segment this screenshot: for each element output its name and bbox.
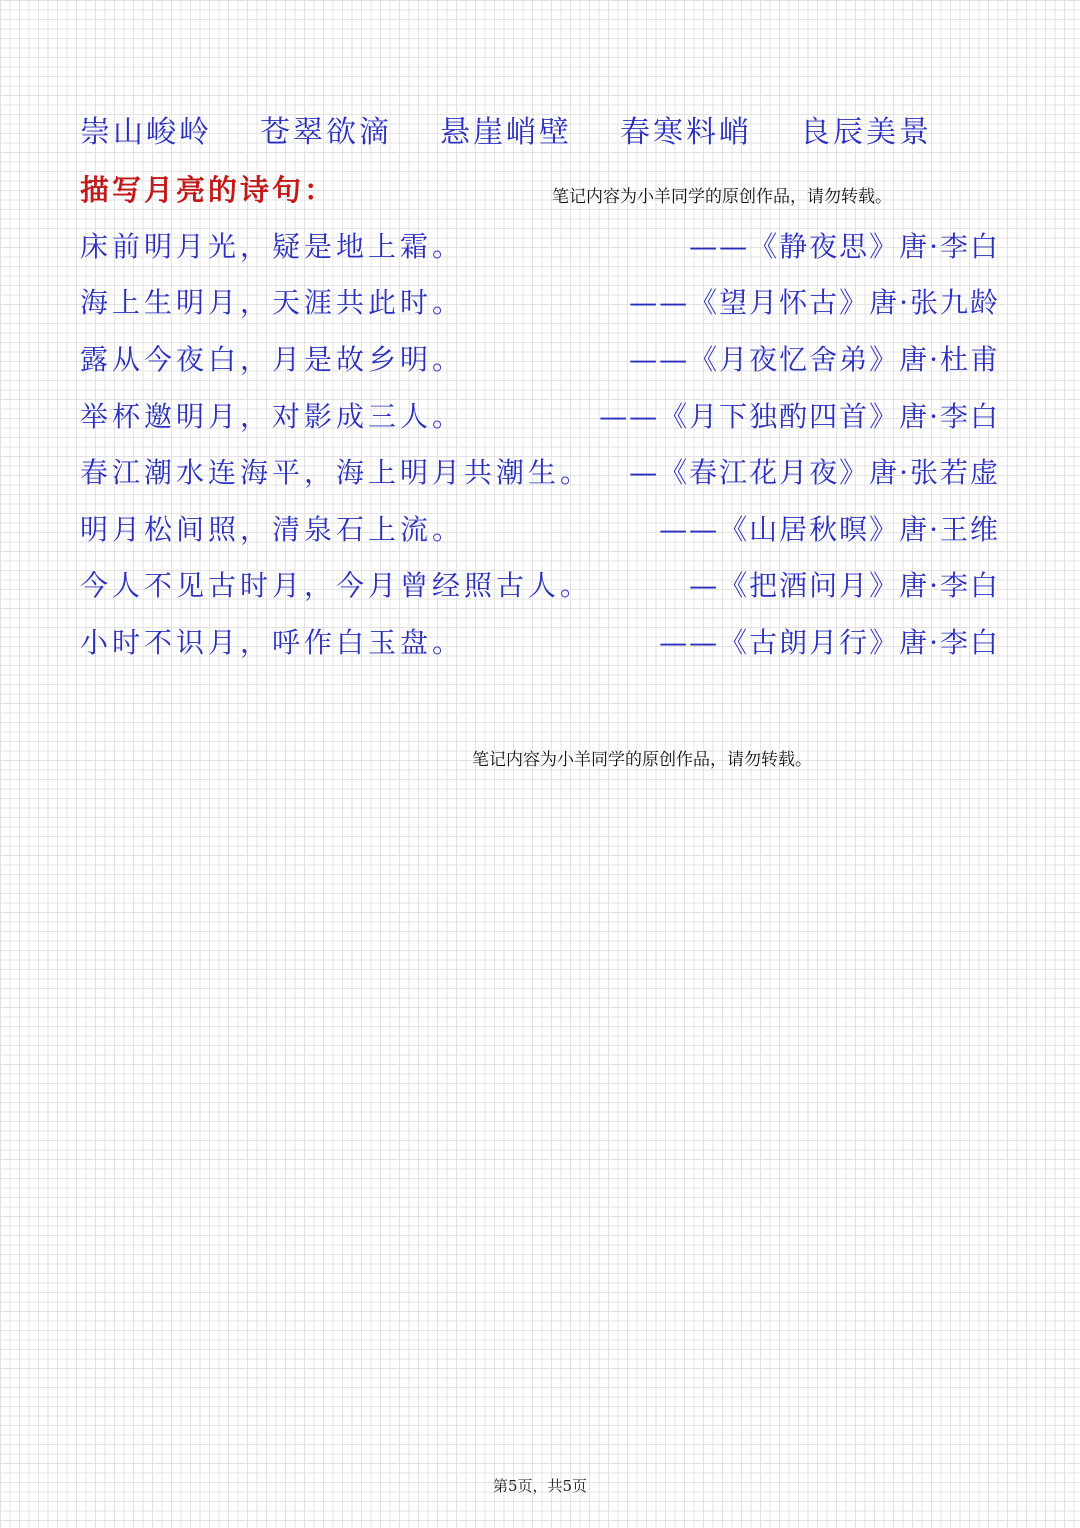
poem-line: 春江潮水连海平，海上明月共潮生。 xyxy=(80,456,593,489)
poem-row xyxy=(80,335,1000,385)
poem-line: 海上生明月，天涯共此时。 xyxy=(80,286,465,319)
poem-line: 小时不识月，呼作白玉盘。 xyxy=(80,626,465,659)
poem-row xyxy=(80,561,1000,611)
poem-row xyxy=(80,505,1000,555)
idiom-3: 悬崖峭壁 xyxy=(440,115,572,150)
idiom-5: 良辰美景 xyxy=(800,115,932,150)
poem-line: 举杯邀明月，对影成三人。 xyxy=(80,400,465,433)
poem-row xyxy=(80,392,1000,442)
poem-row xyxy=(80,278,1000,328)
idiom-1: 崇山峻岭 xyxy=(80,115,212,150)
poem-source: ——《月下独酌四首》唐·李白 xyxy=(599,400,1000,433)
poem-source: ——《月夜忆舍弟》唐·杜甫 xyxy=(629,343,1000,376)
poem-row xyxy=(80,448,1000,498)
poem-source: —《春江花月夜》唐·张若虚 xyxy=(629,456,1000,489)
poem-line: 今人不见古时月，今月曾经照古人。 xyxy=(80,569,593,602)
poem-line: 露从今夜白，月是故乡明。 xyxy=(80,343,465,376)
poem-line: 床前明月光，疑是地上霜。 xyxy=(80,230,465,263)
poem-row xyxy=(80,618,1000,668)
poem-source: ——《望月怀古》唐·张九龄 xyxy=(629,286,1000,319)
poem-source: ——《古朗月行》唐·李白 xyxy=(659,626,1000,659)
poem-line: 明月松间照，清泉石上流。 xyxy=(80,513,465,546)
section-title: 描写月亮的诗句： xyxy=(80,173,337,207)
copyright-note-bottom: 笔记内容为小羊同学的原创作品，请勿转载。 xyxy=(472,750,812,770)
copyright-note-top: 笔记内容为小羊同学的原创作品，请勿转载。 xyxy=(552,187,892,207)
page-number: 第5页，共5页 xyxy=(492,1477,588,1495)
idiom-4: 春寒料峭 xyxy=(620,115,752,150)
idiom-row xyxy=(80,108,1000,158)
poem-source: ——《静夜思》唐·李白 xyxy=(689,230,1000,263)
poem-row xyxy=(80,222,1000,272)
idiom-2: 苍翠欲滴 xyxy=(260,115,392,150)
poem-source: ——《山居秋暝》唐·王维 xyxy=(659,513,1000,546)
poem-source: —《把酒问月》唐·李白 xyxy=(689,569,1000,602)
